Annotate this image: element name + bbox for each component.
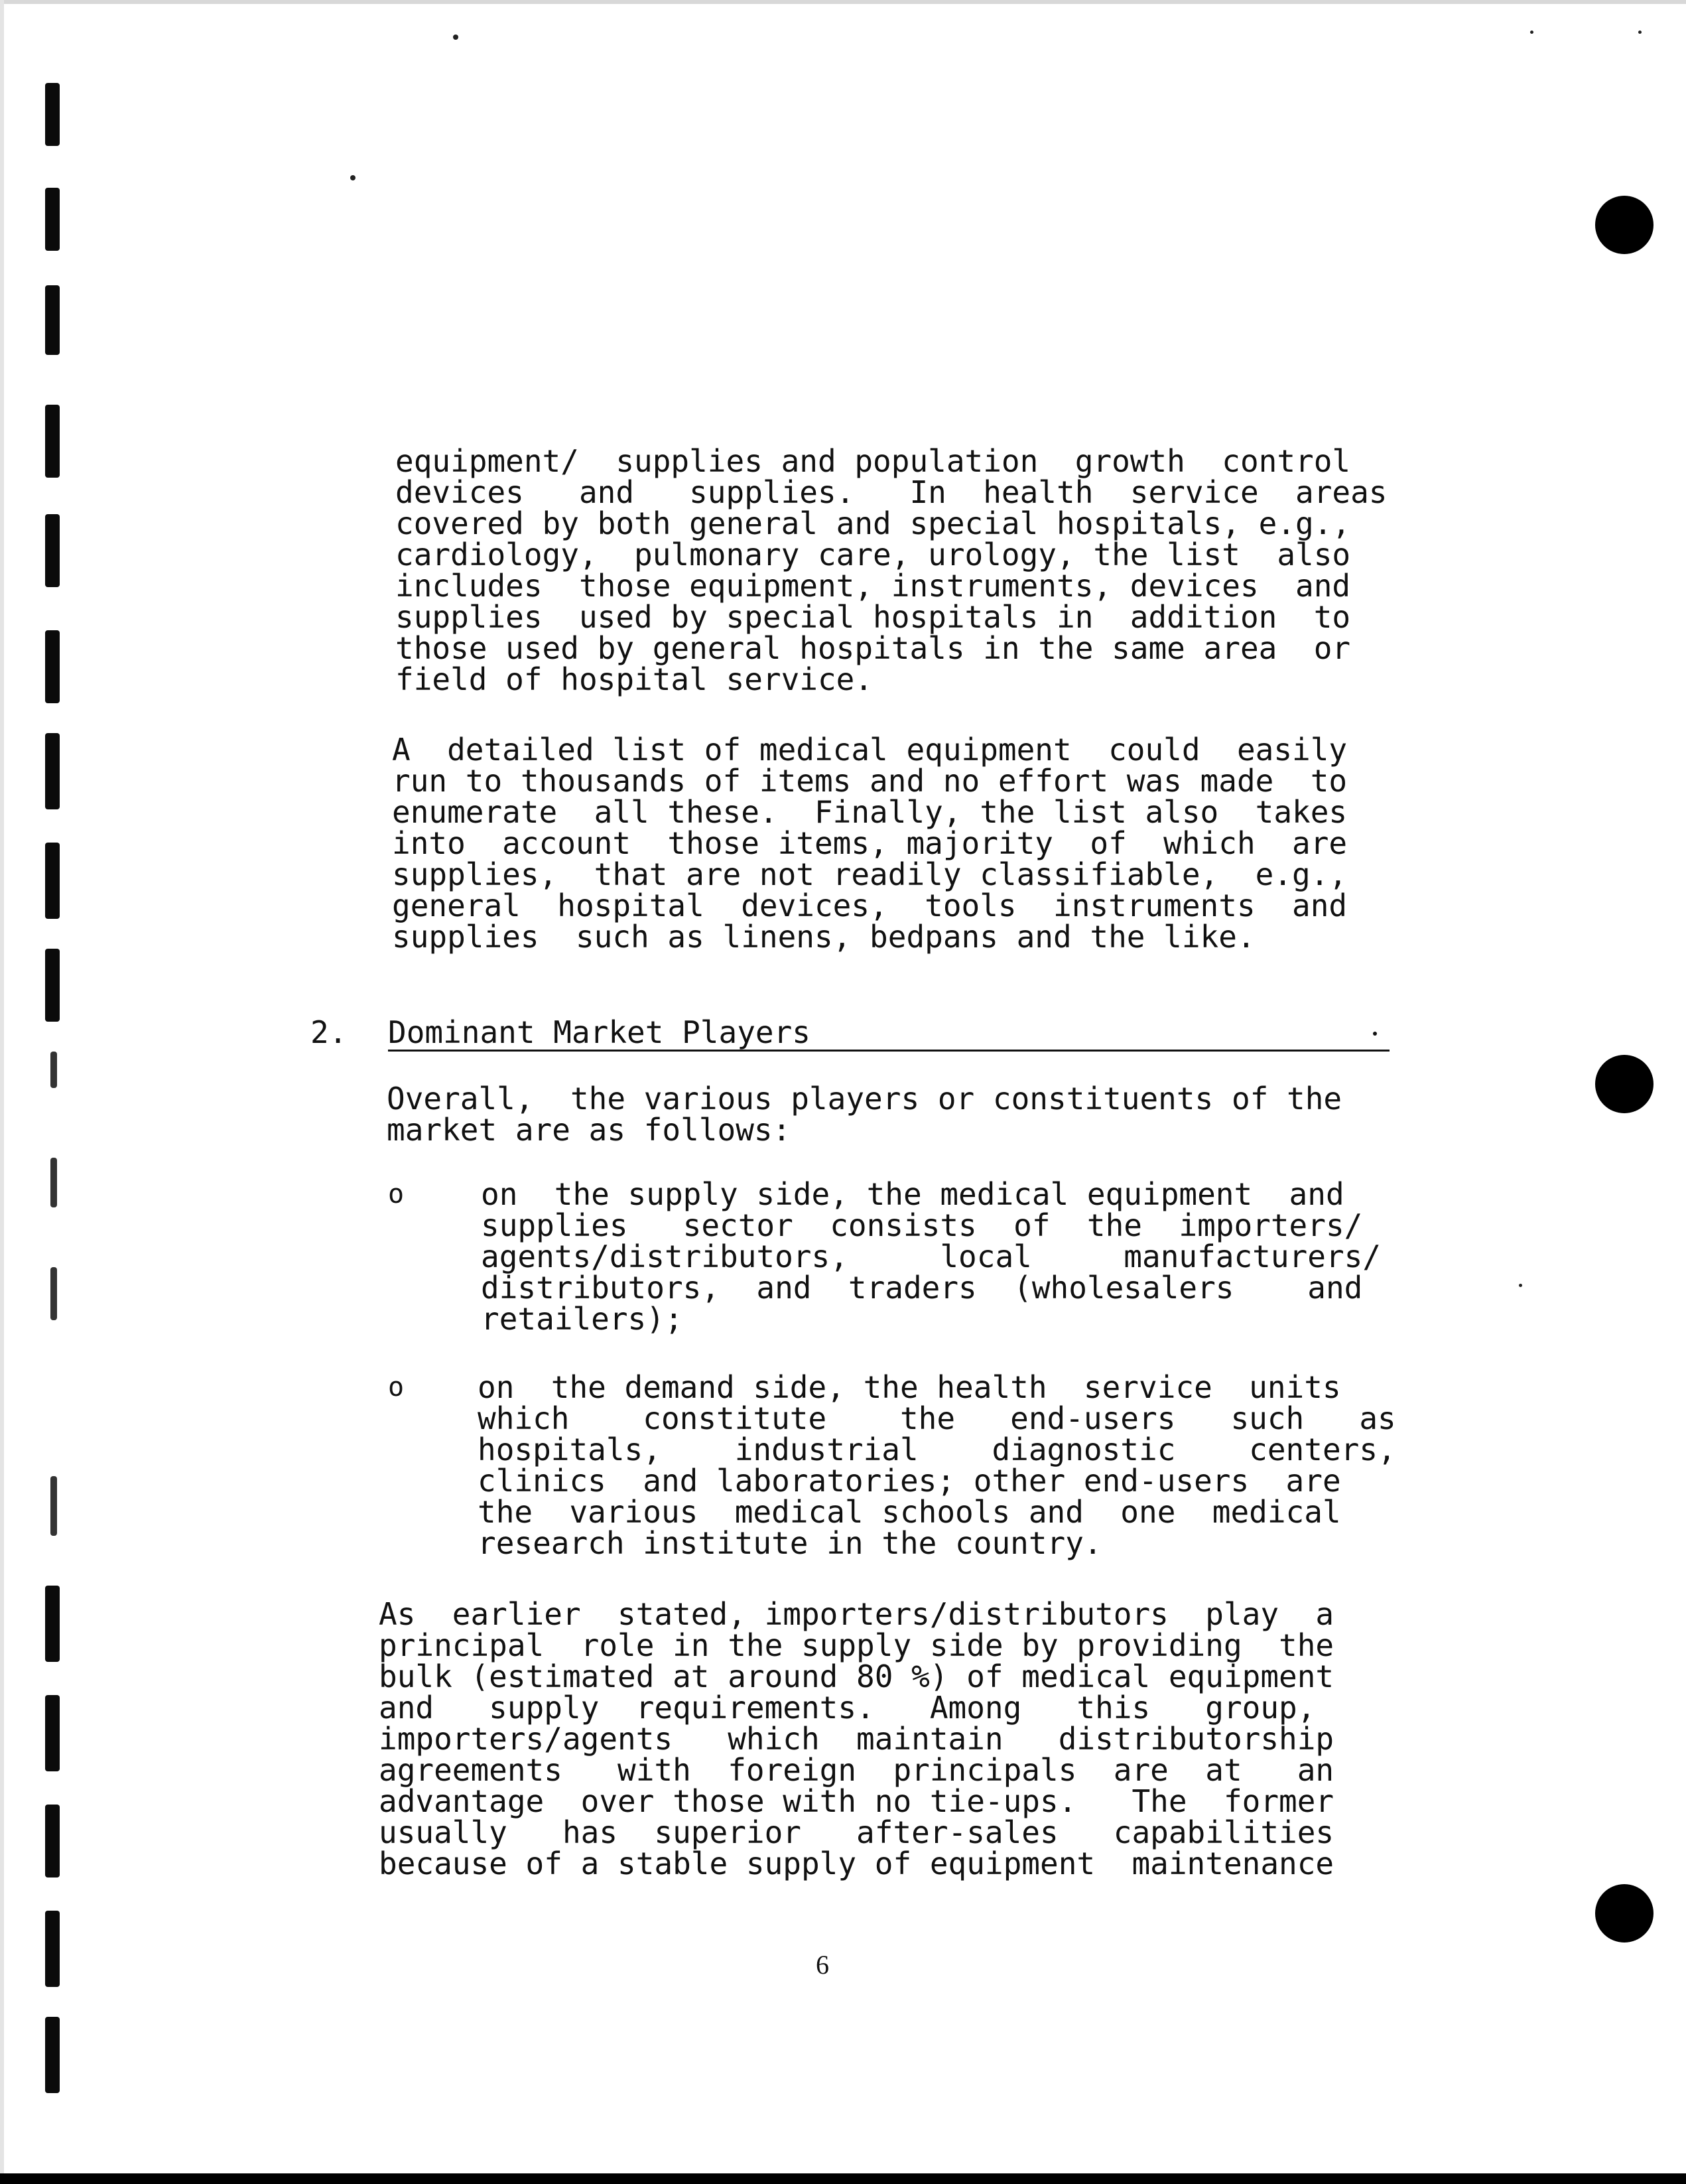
- scan-speck: [1638, 31, 1642, 34]
- punch-hole: [1595, 196, 1654, 254]
- binder-mark: [45, 733, 60, 809]
- paragraph-earlier-stated: As earlier stated, importers/distributors play a principal role in the supply side by providing the bulk (estimated at around 80 %) of medical equipment and supply requirements. Among this group, importers/agents which maintain distributorship agreements with foreign principals are at an advantage over those with no tie-ups. The former usually has superior after-sales capabilities because of a stable supply of equipment maintenance: [379, 1596, 1334, 1881]
- section-heading: Dominant Market Players: [388, 1017, 1390, 1052]
- binder-mark: [50, 1158, 57, 1207]
- binder-mark: [45, 1695, 60, 1771]
- binder-mark: [45, 514, 60, 587]
- heading-dot: [1373, 1032, 1377, 1036]
- bullet-marker: o: [388, 1372, 405, 1402]
- binder-mark: [45, 1586, 60, 1662]
- scan-speck: [453, 34, 458, 40]
- scan-bottom-edge: [0, 2173, 1686, 2184]
- binder-mark: [45, 949, 60, 1022]
- binder-mark: [45, 83, 60, 146]
- bullet-demand-side: on the demand side, the health service units which constitute the end-users such as hospitals, industrial diagnostic centers, clinics and laboratories; other end-users are the various medical schools and one medical research institute in the country.: [478, 1369, 1396, 1561]
- scan-speck: [1530, 31, 1533, 34]
- punch-hole: [1595, 1884, 1654, 1943]
- scan-speck: [350, 175, 356, 180]
- bullet-supply-side: on the supply side, the medical equipment and supplies sector consists of the importers/ agents/distributors, local manufacturers/ distributors, and traders (wholesalers and retailers);: [481, 1176, 1382, 1337]
- binder-mark: [50, 1052, 57, 1088]
- binder-mark: [45, 1911, 60, 1987]
- binder-mark: [50, 1267, 57, 1320]
- paragraph-overall: Overall, the various players or constituents of the market are as follows:: [387, 1081, 1342, 1148]
- binder-mark: [50, 1476, 57, 1536]
- page-number: 6: [816, 1950, 829, 1980]
- punch-hole: [1595, 1055, 1654, 1113]
- binder-mark: [45, 285, 60, 355]
- binder-mark: [45, 2017, 60, 2093]
- bullet-marker: o: [388, 1179, 405, 1209]
- page-edge-left: [0, 0, 4, 2184]
- binder-mark: [45, 188, 60, 251]
- paragraph-equipment-supplies: equipment/ supplies and population growth control devices and supplies. In health service areas covered by both general and special hospitals, e.g., cardiology, pulmonary care, urology, the list also includes those equipment, instruments, devices and supplies used by special hospitals in addition to those used by general hospitals in the same area or field of hospital service.: [395, 443, 1388, 697]
- binder-mark: [45, 405, 60, 478]
- binder-mark: [45, 843, 60, 919]
- section-number: 2.: [310, 1014, 348, 1050]
- binder-mark: [45, 1805, 60, 1877]
- scan-speck: [1519, 1284, 1522, 1287]
- binder-mark: [45, 630, 60, 703]
- page-edge-top: [0, 0, 1686, 4]
- paragraph-detailed-list: A detailed list of medical equipment could easily run to thousands of items and no effort was made to enumerate all these. Finally, the list also takes into account those items, majority of which are supplies, that are not readily classifiable, e.g., general hospital devices, tools instruments and supplies such as linens, bedpans and the like.: [392, 732, 1348, 955]
